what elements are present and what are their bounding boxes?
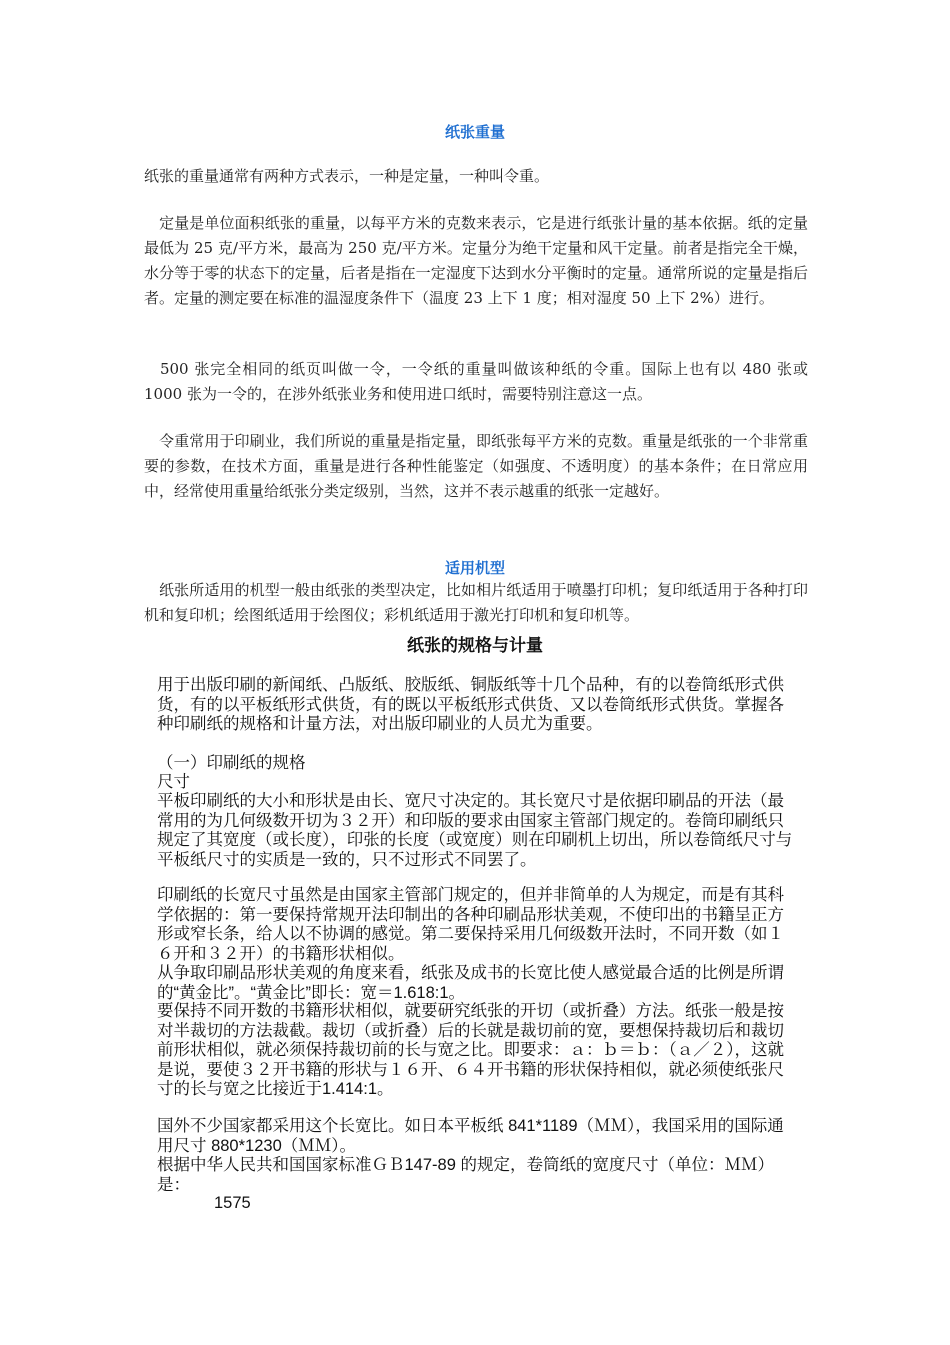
paragraph-cutting-ratio: 要保持不同开数的书籍形状相似，就要研究纸张的开切（或折叠）方法。纸张一般是按对半裁切的方法裁截。裁切（或折叠）后的长就是裁切前的宽，要想保持裁切后和裁切前形状相似，就必须保持裁切前的长与宽之比。即要求：ａ：ｂ＝ｂ：（ａ／２），这就是说，要使３２开书籍的形状与１６开、６４开书籍的形状保持相似，就必须使纸张尺寸的长与宽之比接近于1.414:1。 (157, 1002, 784, 1098)
paragraph-printing-papers: 用于出版印刷的新闻纸、凸版纸、胶版纸、铜版纸等十几个品种，有的以卷筒纸形式供货，有的以平板纸形式供货，有的既以平板纸形式供货、又以卷筒纸形式供货。掌握各种印刷纸的规格和计量方法，对出版印刷业的人员尤为重要。 (157, 676, 784, 733)
subheading-size: 尺寸 (157, 773, 190, 791)
roll-width-value: 1575 (214, 1194, 251, 1212)
paragraph-sheet-size: 平板印刷纸的大小和形状是由长、宽尺寸决定的。其长宽尺寸是依据印刷品的开法（最常用的为几何级数开切为３２开）和印版的要求由国家主管部门规定的。卷筒印刷纸只规定了其宽度（或长度），印张的长度（或宽度）则在印刷机上切出，所以卷筒纸尺寸与平板纸尺寸的实质是一致的，只不过形式不同罢了。 (157, 792, 793, 869)
paragraph-weight-intro: 纸张的重量通常有两种方式表示，一种是定量，一种叫令重。 (144, 167, 550, 185)
paragraph-size-basis: 印刷纸的长宽尺寸虽然是由国家主管部门规定的，但并非简单的人为规定，而是有其科学依据的：第一要保持常规开法印制出的各种印刷品形状美观，不使印出的书籍呈正方形或窄长条，给人以不协调的感觉。第二要保持采用几何级数开法时，不同开数（如１６开和３２开）的书籍形状相似。 (157, 886, 784, 963)
paragraph-applicable-models: 纸张所适用的机型一般由纸张的类型决定，比如相片纸适用于喷墨打印机；复印纸适用于各种打印机和复印机；绘图纸适用于绘图仪；彩机纸适用于激光打印机和复印机等。 (144, 581, 808, 624)
paragraph-international-sizes: 国外不少国家都采用这个长宽比。如日本平板纸 841*1189（ＭＭ），我国采用的国际通用尺寸 880*1230（ＭＭ）。 (157, 1117, 784, 1155)
paragraph-golden-ratio: 从争取印刷品形状美观的角度来看，纸张及成书的长宽比使人感觉最合适的比例是所谓的“黄金比”。“黄金比”即长：宽＝1.618:1。 (157, 964, 784, 1002)
paragraph-gb-standard: 根据中华人民共和国国家标准ＧＢ147-89 的规定，卷筒纸的宽度尺寸（单位：ＭＭ）是： (157, 1156, 774, 1194)
subheading-paper-specs: （一）印刷纸的规格 (157, 754, 306, 772)
section-title-specs-and-measurement: 纸张的规格与计量 (407, 636, 543, 656)
section-title-applicable-models: 适用机型 (444, 559, 505, 577)
paragraph-ream-weight-usage: 令重常用于印刷业，我们所说的重量是指定量，即纸张每平方米的克数。重量是纸张的一个非常重要的参数，在技术方面，重量是进行各种性能鉴定（如强度、不透明度）的基本条件；在日常应用中，经常使用重量给纸张分类定级别，当然，这并不表示越重的纸张一定越好。 (144, 432, 808, 500)
paragraph-basis-weight: 定量是单位面积纸张的重量，以每平方米的克数来表示，它是进行纸张计量的基本依据。纸的定量最低为 25 克/平方米，最高为 250 克/平方米。定量分为绝干定量和风干定量。前者是指完全干燥，水分等于零的状态下的定量，后者是指在一定湿度下达到水分平衡时的定量。通常所说的定量是指后者。定量的测定要在标准的温湿度条件下（温度 23 上下 1 度；相对湿度 50 上下 2%）进行。 (144, 214, 808, 307)
section-title-paper-weight: 纸张重量 (444, 123, 505, 141)
paragraph-ream: 500 张完全相同的纸页叫做一令，一令纸的重量叫做该种纸的令重。国际上也有以 480 张或 1000 张为一令的，在涉外纸张业务和使用进口纸时，需要特别注意这一点。 (144, 360, 808, 403)
